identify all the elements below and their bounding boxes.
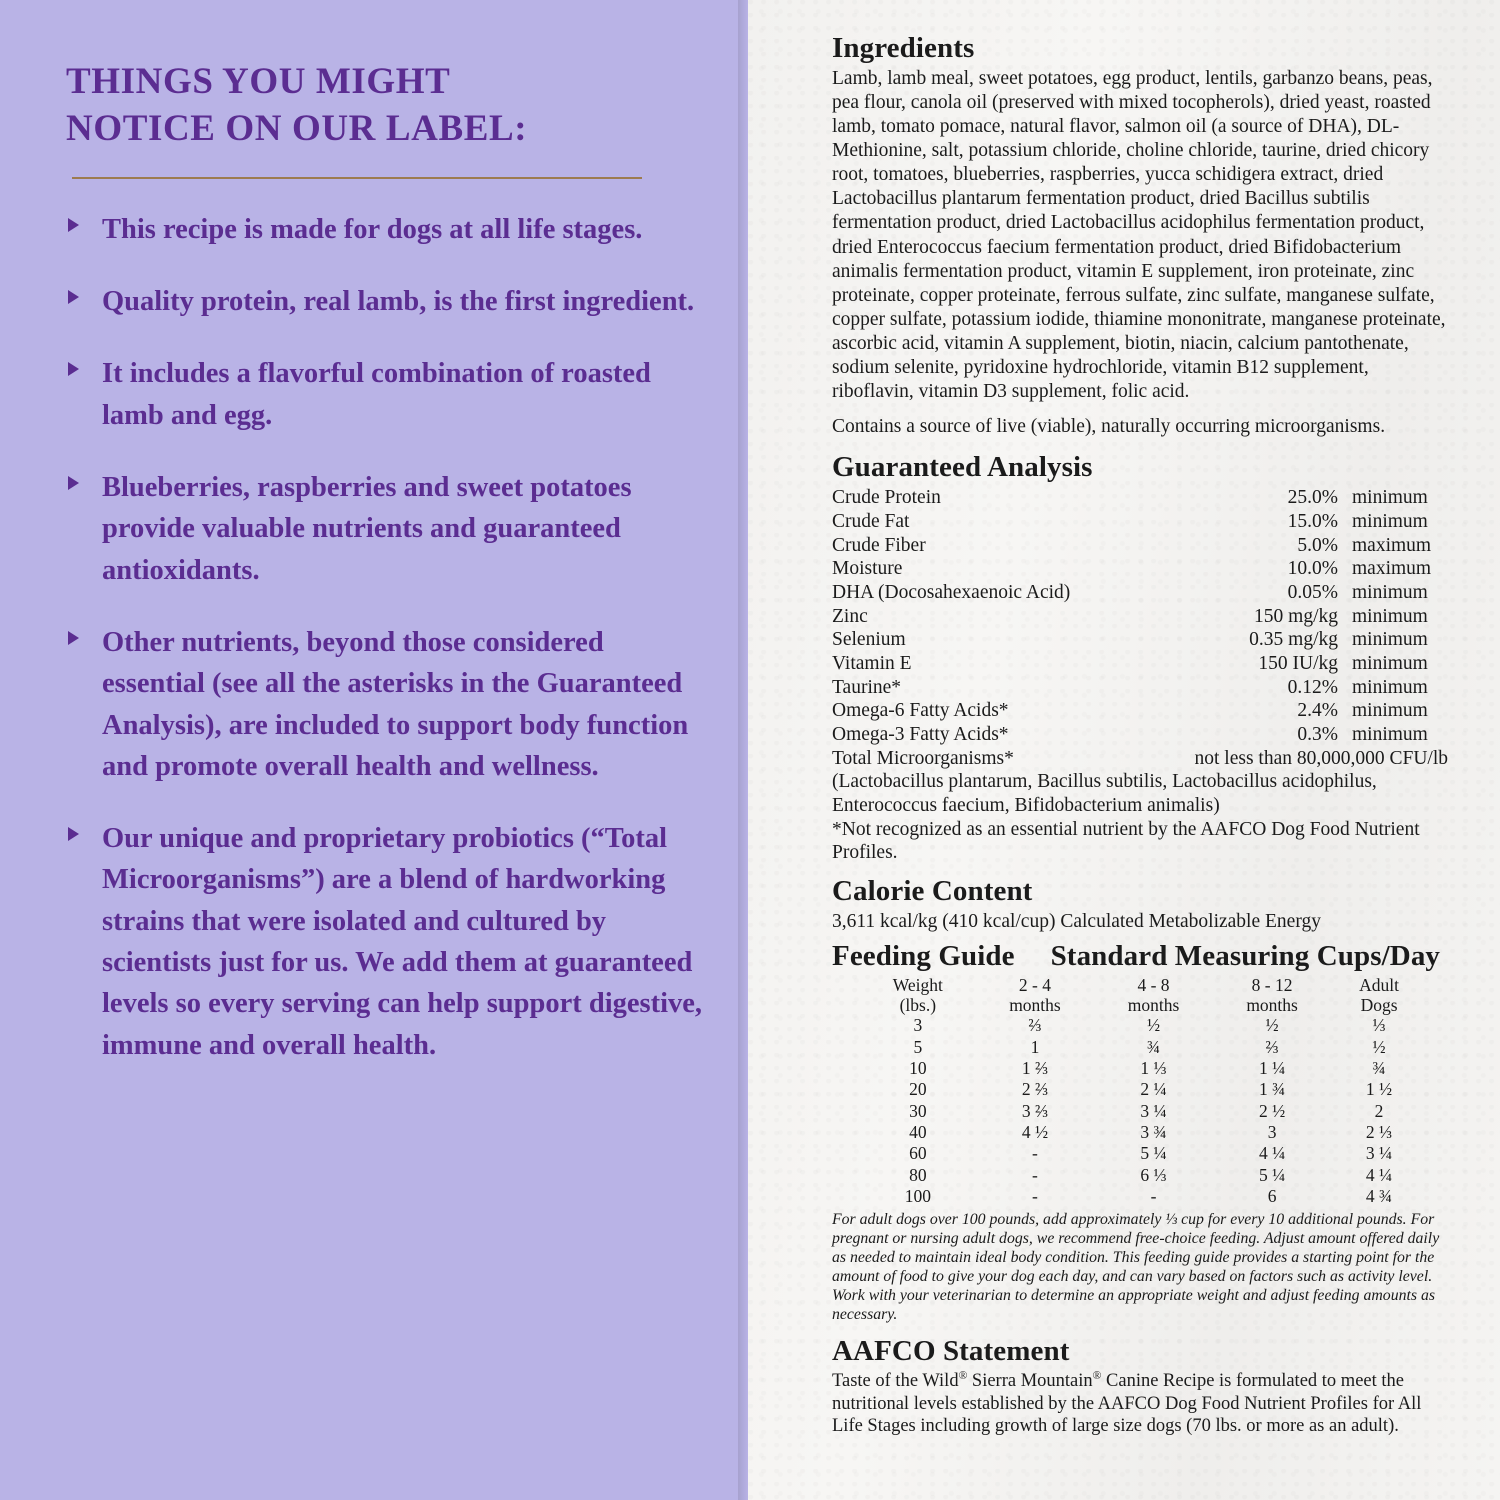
aafco-heading: AAFCO Statement: [832, 1335, 1070, 1368]
list-item: [66, 818, 708, 1066]
nutrient-name: Crude Fat: [832, 510, 910, 532]
cell-4-8: ½: [1146, 1015, 1161, 1036]
list-item-text: It includes a flavorful combination of roasted lamb and egg.: [102, 358, 651, 431]
list-item: [66, 622, 708, 787]
cell-weight: 40: [909, 1121, 927, 1142]
feeding-guide-subheading: Standard Measuring Cups/Day: [1050, 939, 1441, 972]
highlights-panel: [0, 0, 748, 1500]
title-divider: [72, 177, 642, 179]
column-header-2-4-months: 2 - 4 months: [1009, 974, 1061, 1016]
cell-2-4: 2 ⅔: [1021, 1079, 1049, 1100]
nutrient-name: Total Microorganisms*: [832, 747, 1014, 769]
nutrient-name: Moisture: [832, 558, 903, 580]
cell-4-8: 6 ⅓: [1140, 1164, 1167, 1185]
cell-2-4: 4 ½: [1021, 1121, 1049, 1142]
registered-mark-icon: ®: [958, 1370, 968, 1383]
nutrient-value: 0.05%: [1287, 581, 1338, 603]
table-row: [832, 605, 1448, 629]
cell-4-8: 3 ¼: [1140, 1100, 1167, 1121]
list-item: [66, 353, 708, 436]
table-header-row: [860, 975, 1427, 1015]
cell-2-4: 1: [1030, 1036, 1040, 1057]
contains-statement: Contains a source of live (viable), naturally occurring microorganisms.: [832, 416, 1386, 438]
aafco-statement: [832, 1370, 1448, 1438]
nutrient-name: Vitamin E: [832, 652, 912, 674]
triangle-bullet-icon: [68, 218, 79, 232]
aafco-body: Canine Recipe is formulated to meet the nutritional levels established by the AAFCO Dog Food Nutrient Profiles for All Life Stages including growth of large size dogs (70 lbs. or more as an adult).: [832, 1371, 1422, 1437]
cell-adult: 4 ¼: [1365, 1164, 1393, 1185]
cell-adult: 2 ⅓: [1365, 1121, 1393, 1142]
cell-4-8: -: [1150, 1185, 1157, 1206]
nutrient-name: Selenium: [832, 629, 906, 651]
nutrient-qualifier: minimum: [1352, 676, 1428, 698]
cell-8-12: 2 ½: [1258, 1100, 1286, 1121]
nutrient-value: 10.0%: [1287, 558, 1338, 580]
cell-adult: ¾: [1372, 1057, 1386, 1078]
cell-weight: 3: [913, 1015, 923, 1036]
cell-4-8: ¾: [1146, 1036, 1161, 1057]
calorie-content-heading: Calorie Content: [832, 875, 1033, 908]
cell-weight: 80: [909, 1164, 927, 1185]
cell-8-12: 5 ¼: [1258, 1164, 1286, 1185]
nutrient-value: 2.4%: [1297, 700, 1338, 722]
nutrient-qualifier: minimum: [1352, 581, 1428, 603]
asterisk-footnote: *Not recognized as an essential nutrient by the AAFCO Dog Food Nutrient Profiles.: [832, 818, 1420, 864]
aafco-recipe: Sierra Mountain: [967, 1371, 1093, 1392]
page-title-line-2: NOTICE ON OUR LABEL:: [66, 108, 528, 150]
nutrient-value: 25.0%: [1287, 487, 1338, 509]
nutrient-value: 15.0%: [1287, 510, 1338, 532]
ingredients-heading: Ingredients: [832, 32, 975, 64]
nutrient-qualifier: minimum: [1352, 605, 1428, 627]
ingredients-text: Lamb, lamb meal, sweet potatoes, egg product, lentils, garbanzo beans, peas, pea flour, canola oil (preserved with mixed tocopherols), dried yeast, roasted lamb, tomato pomace, natural flavor, salmon oil (a source of DHA), DL-Methionine, salt, potassium chloride, choline chloride, taurine, dried chicory root, tomatoes, blueberries, raspberries, yucca schidigera extract, dried Lactobacillus plantarum fermentation product, dried Bacillus subtilis fermentation product, dried Lactobacillus acidophilus fermentation product, dried Enterococcus faecium fermentation product, dried Bifidobacterium animalis fermentation product, vitamin E supplement, iron proteinate, zinc proteinate, copper proteinate, ferrous sulfate, zinc sulfate, manganese sulfate, copper sulfate, potassium iodide, thiamine mononitrate, manganese proteinate, ascorbic acid, vitamin A supplement, biotin, niacin, calcium pantothenate, sodium selenite, pyridoxine hydrochloride, vitamin B12 supplement, riboflavin, vitamin D3 supplement, folic acid.: [832, 68, 1446, 403]
cell-adult: ½: [1372, 1036, 1386, 1057]
cell-4-8: 3 ¾: [1140, 1121, 1167, 1142]
list-item-text: Our unique and proprietary probiotics (“Total Microorganisms”) are a blend of hardworking strains that were isolated and cultured by scientists just for us. We add them at guaranteed levels so every serving can help support digestive, immune and overall health.: [102, 823, 703, 1061]
feeding-guide-note: For adult dogs over 100 pounds, add approximately ⅓ cup for every 10 additional pounds. For pregnant or nursing adult dogs, we recommend free-choice feeding. Adjust amount offered daily as needed to maintain ideal body condition. This feeding guide provides a starting point for the amount of food to give your dog each day, and can vary based on factors such as activity level. Work with your veterinarian to determine an appropriate weight and adjust feeding amounts as necessary.: [832, 1211, 1440, 1324]
calorie-content-text: 3,611 kcal/kg (410 kcal/cup) Calculated Metabolizable Energy: [832, 911, 1321, 933]
nutrient-name: Zinc: [832, 605, 868, 627]
nutrient-name: Crude Fiber: [832, 534, 926, 556]
triangle-bullet-icon: [68, 827, 79, 841]
cell-8-12: ⅔: [1265, 1036, 1279, 1057]
table-row: [832, 699, 1448, 723]
nutrient-name: Taurine*: [832, 676, 902, 698]
cell-8-12: 4 ¼: [1258, 1143, 1286, 1164]
cell-adult: ⅓: [1372, 1015, 1386, 1036]
nutrient-value: 150 mg/kg: [1254, 605, 1338, 627]
nutrient-qualifier: minimum: [1352, 629, 1428, 651]
cell-adult: 1 ½: [1365, 1079, 1393, 1100]
nutrition-panel: [748, 0, 1500, 1500]
nutrient-value: 0.35 mg/kg: [1249, 629, 1338, 651]
cell-weight: 60: [909, 1143, 927, 1164]
cell-weight: 10: [909, 1057, 927, 1078]
cell-8-12: 1 ¼: [1258, 1057, 1286, 1078]
cell-2-4: -: [1032, 1164, 1038, 1185]
table-row: [832, 486, 1448, 510]
table-row: [832, 723, 1448, 747]
table-row: [860, 1143, 1427, 1164]
table-row: [832, 628, 1448, 652]
triangle-bullet-icon: [68, 290, 79, 304]
cell-2-4: -: [1032, 1143, 1038, 1164]
nutrient-name: Crude Protein: [832, 487, 941, 509]
nutrient-qualifier: maximum: [1352, 534, 1432, 556]
cell-2-4: ⅔: [1028, 1015, 1042, 1036]
cell-weight: 5: [913, 1036, 923, 1057]
page-title: [66, 58, 708, 153]
table-row: [832, 676, 1448, 700]
cell-weight: 30: [909, 1100, 927, 1121]
cell-8-12: ½: [1265, 1015, 1279, 1036]
nutrient-qualifier: minimum: [1352, 700, 1428, 722]
table-row: [860, 1079, 1427, 1100]
cell-weight: 100: [904, 1185, 931, 1206]
nutrient-value: 0.3%: [1297, 724, 1338, 746]
list-item-text: This recipe is made for dogs at all life stages.: [102, 213, 643, 245]
cell-2-4: 1 ⅔: [1021, 1057, 1049, 1078]
nutrient-value: 150 IU/kg: [1258, 652, 1338, 674]
table-row: [860, 1122, 1427, 1143]
cell-2-4: 3 ⅔: [1021, 1100, 1049, 1121]
table-row: [832, 534, 1448, 558]
guaranteed-analysis-heading: Guaranteed Analysis: [832, 451, 1093, 484]
list-item-text: Quality protein, real lamb, is the first ingredient.: [102, 286, 695, 318]
nutrient-name: Omega-3 Fatty Acids*: [832, 724, 1009, 746]
table-row: [832, 581, 1448, 605]
nutrient-value: not less than 80,000,000 CFU/lb: [1194, 747, 1448, 769]
nutrient-name: Omega-6 Fatty Acids*: [832, 700, 1009, 722]
column-header-adult-dogs: Adult Dogs: [1359, 974, 1399, 1016]
column-header-4-8-months: 4 - 8 months: [1127, 974, 1180, 1016]
table-row: [860, 1101, 1427, 1122]
nutrient-qualifier: minimum: [1352, 652, 1428, 674]
nutrient-name: DHA (Docosahexaenoic Acid): [832, 581, 1071, 603]
table-row: [860, 1058, 1427, 1079]
cell-2-4: -: [1032, 1185, 1038, 1206]
cell-4-8: 5 ¼: [1140, 1143, 1167, 1164]
table-row: [832, 557, 1448, 581]
aafco-brand: Taste of the Wild: [832, 1371, 959, 1392]
table-row: [860, 1037, 1427, 1058]
nutrient-qualifier: maximum: [1352, 558, 1432, 580]
microorganism-strains-note: (Lactobacillus plantarum, Bacillus subtilis, Lactobacillus acidophilus, Enterococcus faecium, Bifidobacterium animalis): [832, 771, 1377, 817]
cell-adult: 2: [1374, 1100, 1384, 1121]
guaranteed-analysis-table: [832, 486, 1448, 770]
highlights-list: [66, 209, 708, 1066]
feeding-guide-header: [832, 940, 1448, 973]
table-row: [860, 1186, 1427, 1207]
nutrient-qualifier: minimum: [1352, 510, 1428, 532]
list-item-text: Other nutrients, beyond those considered essential (see all the asterisks in the Guaranteed Analysis), are included to support body function and promote overall health and wellness.: [102, 626, 689, 782]
column-header-weight: Weight (lbs.): [892, 974, 943, 1016]
page-title-line-1: THINGS YOU MIGHT: [66, 61, 451, 102]
column-header-8-12-months: 8 - 12 months: [1246, 974, 1298, 1016]
list-item: [66, 467, 708, 591]
cell-adult: 4 ¾: [1365, 1185, 1393, 1206]
table-row: [832, 510, 1448, 534]
list-item: [66, 209, 708, 250]
nutrient-qualifier: minimum: [1352, 487, 1428, 509]
cell-adult: 3 ¼: [1365, 1143, 1393, 1164]
list-item-text: Blueberries, raspberries and sweet potatoes provide valuable nutrients and guaranteed antioxidants.: [102, 471, 632, 586]
cell-4-8: 2 ¼: [1140, 1079, 1167, 1100]
cell-weight: 20: [909, 1079, 927, 1100]
cell-8-12: 6: [1267, 1185, 1277, 1206]
cell-4-8: 1 ⅓: [1140, 1057, 1167, 1078]
triangle-bullet-icon: [68, 476, 79, 490]
table-row: [832, 652, 1448, 676]
table-row: [832, 747, 1448, 771]
registered-mark-icon: ®: [1092, 1370, 1102, 1383]
cell-8-12: 1 ¾: [1258, 1079, 1286, 1100]
triangle-bullet-icon: [68, 362, 79, 376]
nutrient-qualifier: minimum: [1352, 724, 1428, 746]
table-row: [860, 1015, 1427, 1036]
feeding-guide-heading: Feeding Guide: [832, 939, 1015, 972]
triangle-bullet-icon: [68, 631, 79, 645]
nutrient-value: 5.0%: [1297, 534, 1338, 556]
feeding-guide-table: [860, 975, 1427, 1207]
cell-8-12: 3: [1267, 1121, 1277, 1142]
nutrient-value: 0.12%: [1287, 676, 1338, 698]
list-item: [66, 281, 708, 322]
table-row: [860, 1165, 1427, 1186]
